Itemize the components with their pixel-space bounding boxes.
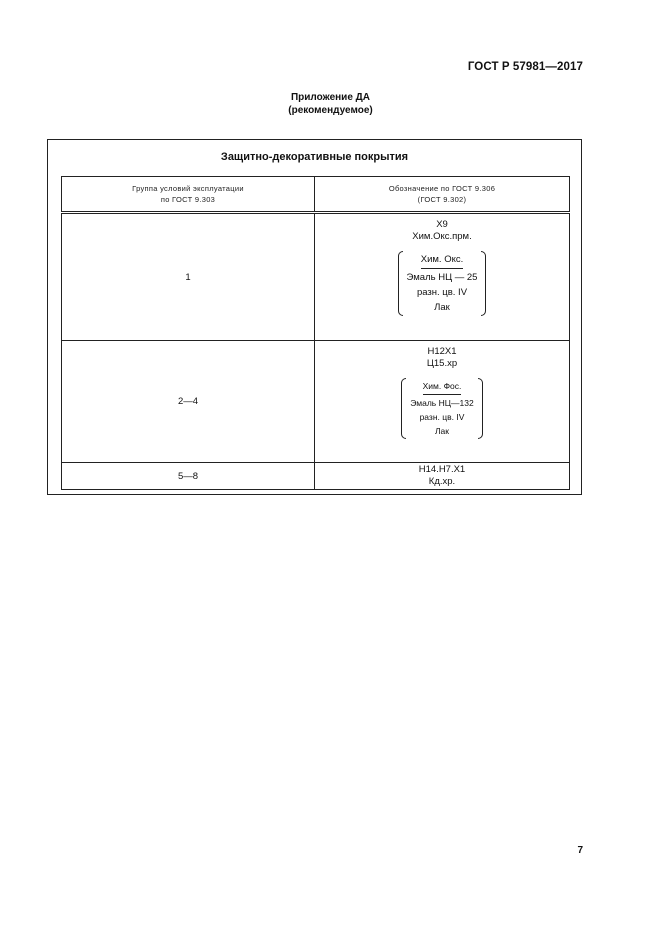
coatings-table [61,176,570,490]
formula-denominator-line: Эмаль НЦ—132 [410,398,474,408]
table-frame [47,139,582,495]
column-header-designation-line2: (ГОСТ 9.302) [417,195,467,204]
designation-line: Н12Х1 [427,346,457,357]
column-header-group-line2: по ГОСТ 9.303 [160,195,216,204]
annex-heading [0,91,661,117]
annex-status: (рекомендуемое) [288,105,373,116]
formula-denominator-line: разн. цв. IV [416,287,468,298]
coating-formula [398,251,487,316]
column-header-group [62,177,315,213]
formula-numerator: Хим. Окс. [421,252,464,269]
formula-denominator-line: Лак [434,426,449,436]
table-row [62,341,570,463]
designation-line: Ц15.хр [426,358,458,369]
right-parenthesis [481,251,486,316]
designation-cell [315,463,570,490]
designation-cell [315,213,570,341]
document-code: ГОСТ Р 57981—2017 [467,61,583,73]
group-cell: 1 [62,213,315,341]
designation-line: Хим.Окс.прм. [412,231,472,242]
formula-numerator: Хим. Фос. [423,379,462,395]
group-cell: 2—4 [62,341,315,463]
designation-cell [315,341,570,463]
page-number: 7 [577,845,583,856]
formula-denominator-line: Эмаль НЦ — 25 [406,272,478,283]
designation-line: Н14.Н7.Х1 [418,464,466,475]
annex-title: Приложение ДА [290,92,371,103]
table-title: Защитно-декоративные покрытия [220,151,409,163]
group-cell: 5—8 [62,463,315,490]
table-row [62,213,570,341]
column-header-designation-line1: Обозначение по ГОСТ 9.306 [388,184,496,193]
formula-denominator-line: разн. цв. IV [419,412,465,422]
designation-line: Кд.хр. [428,476,456,487]
formula-denominator-line: Лак [434,302,450,313]
table-row [62,463,570,490]
designation-line: Х9 [436,219,448,230]
coating-formula [401,378,482,439]
right-parenthesis [478,378,483,439]
column-header-designation [315,177,570,213]
table-header-row [62,177,570,213]
column-header-group-line1: Группа условий эксплуатации [132,184,244,193]
